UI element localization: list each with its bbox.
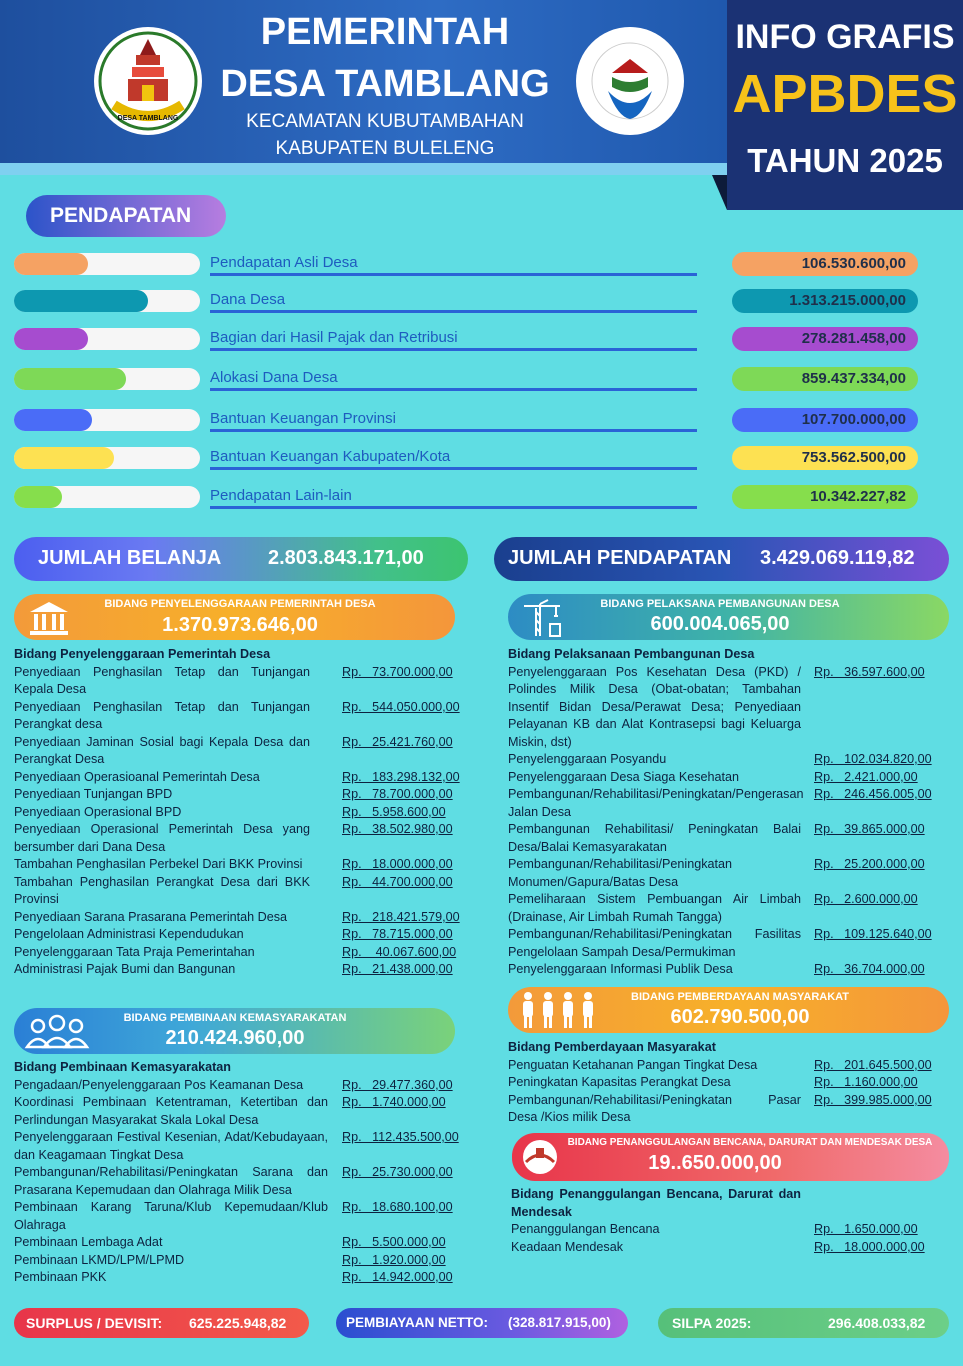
expense-row — [508, 664, 953, 752]
pendapatan-label: Dana Desa — [210, 291, 697, 313]
expense-description: Pembangunan/Rehabilitasi/Peningkatan Monumen/Gapura/Batas Desa — [508, 857, 733, 889]
bidang2-value: 600.004.065,00 — [650, 613, 790, 635]
expense-row — [508, 961, 953, 979]
expense-description: Pembinaan PKK — [14, 1270, 107, 1284]
expense-description: Pembangunan/Rehabilitasi/Peningkatan Sarana dan Prasarana Kepemudaan dan Olahraga Milik Desa — [14, 1165, 328, 1197]
expense-amount: Rp. 78.700.000,00 — [342, 787, 453, 801]
bidang5-list — [511, 1186, 951, 1256]
pendapatan-bar-fill — [14, 328, 88, 350]
expense-description: Penyelenggaraan Pos Kesehatan Desa (PKD) / Polindes Milik Desa (Obat-obatan; Tambahan Insentif Bidan Desa/Perawat Desa; Penyediaan Pelayanan KB dan Alat Kontrasepsi bagi Keluarga Miskin, dst) — [508, 664, 801, 749]
pendapatan-bar-fill — [14, 253, 88, 275]
expense-description: Penyediaan Jaminan Sosial bagi Kepala Desa dan Perangkat Desa — [14, 734, 310, 766]
expense-row — [14, 909, 474, 927]
expense-description: Pembinaan Lembaga Adat — [14, 1235, 163, 1249]
expense-amount: Rp. 2.421.000,00 — [814, 769, 918, 784]
desa-emblem — [92, 25, 204, 137]
expense-row — [14, 1077, 474, 1095]
expense-row — [14, 786, 474, 804]
expense-row — [508, 891, 953, 926]
bidang4-value: 602.790.500,00 — [670, 1006, 810, 1028]
pendapatan-title: PENDAPATAN — [26, 195, 226, 237]
expense-amount: Rp. 25.730.000,00 — [342, 1165, 453, 1179]
pendapatan-label: Alokasi Dana Desa — [210, 369, 697, 391]
expense-description: Pembinaan Karang Taruna/Klub Kepemudaan/Klub Olahraga — [14, 1200, 328, 1232]
bidang3-heading: Bidang Pembinaan Kemasyarakatan — [14, 1060, 231, 1074]
expense-description: Pembinaan LKMD/LPM/LPMD — [14, 1252, 185, 1267]
expense-amount: Rp. 5.500.000,00 — [342, 1235, 446, 1249]
bidang2-title: BIDANG PELAKSANA PEMBANGUNAN DESA — [600, 598, 840, 610]
expense-row — [14, 926, 474, 944]
expense-amount: Rp. 25.200.000,00 — [814, 857, 925, 871]
bidang1-value: 1.370.973.646,00 — [162, 614, 318, 636]
pendapatan-bar — [14, 368, 200, 390]
pendapatan-bar — [14, 328, 200, 350]
expense-row — [14, 769, 474, 787]
expense-row — [508, 1074, 953, 1092]
expense-amount: Rp. 183.298.132,00 — [342, 769, 460, 784]
expense-amount: Rp. 1.650.000,00 — [814, 1222, 918, 1236]
info-apbdes: APBDES — [732, 64, 958, 124]
bidang2-heading: Bidang Pelaksanaan Pembangunan Desa — [508, 647, 755, 661]
pendapatan-bar-fill — [14, 368, 126, 390]
bidang4-title: BIDANG PEMBERDAYAAN MASYARAKAT — [631, 991, 849, 1003]
expense-description: Koordinasi Pembinaan Ketentraman, Ketertiban dan Perlindungan Masyarakat Skala Lokal Desa — [14, 1095, 328, 1127]
pendapatan-bar — [14, 486, 200, 508]
expense-row — [508, 856, 953, 891]
pendapatan-value: 107.700.000,00 — [732, 408, 918, 432]
expense-amount: Rp. 1.160.000,00 — [814, 1075, 918, 1089]
expense-amount: Rp. 5.958.600,00 — [342, 804, 446, 819]
pendapatan-value: 278.281.458,00 — [732, 327, 918, 351]
info-year: TAHUN 2025 — [747, 142, 943, 179]
expense-description: Penyediaan Operasional Pemerintah Desa yang bersumber dari Dana Desa — [14, 822, 310, 854]
bidang5-heading: Bidang Penanggulangan Bencana, Darurat dan Mendesak — [511, 1187, 801, 1219]
disaster-shield-icon — [518, 1138, 562, 1176]
pendapatan-bar — [14, 290, 200, 312]
pendapatan-bar — [14, 253, 200, 275]
bidang3-list — [14, 1059, 474, 1287]
expense-amount: Rp. 18.680.100,00 — [342, 1200, 453, 1214]
expense-description: Penguatan Ketahanan Pangan Tingkat Desa — [508, 1057, 758, 1072]
pendapatan-bar — [14, 447, 200, 469]
pendapatan-value: 753.562.500,00 — [732, 446, 918, 470]
expense-amount: Rp. 44.700.000,00 — [342, 874, 453, 889]
expense-description: Tambahan Penghasilan Perbekel Dari BKK Provinsi — [14, 857, 303, 871]
expense-row — [14, 699, 474, 734]
pendapatan-value: 10.342.227,82 — [732, 485, 918, 509]
expense-row — [14, 1164, 474, 1199]
expense-row — [508, 821, 953, 856]
expense-row — [508, 1092, 953, 1127]
header-corner — [712, 175, 727, 210]
expense-row — [511, 1221, 951, 1239]
pendapatan-label: Bantuan Keuangan Kabupaten/Kota — [210, 448, 697, 470]
expense-amount: Rp. 21.438.000,00 — [342, 962, 453, 976]
expense-amount: Rp. 102.034.820,00 — [814, 752, 932, 766]
expense-row — [508, 751, 953, 769]
expense-amount: Rp. 36.704.000,00 — [814, 962, 925, 976]
expense-amount: Rp. 112.435.500,00 — [342, 1130, 459, 1144]
expense-row — [511, 1239, 951, 1257]
expense-amount: Rp. 1.920.000,00 — [342, 1252, 446, 1267]
expense-amount: Rp. 399.985.000,00 — [814, 1092, 932, 1107]
bidang3-title: BIDANG PEMBINAAN KEMASYARAKATAN — [123, 1012, 347, 1024]
expense-row — [14, 1129, 474, 1164]
expense-row — [14, 856, 474, 874]
expense-amount: Rp. 218.421.579,00 — [342, 909, 460, 924]
pendapatan-bar-fill — [14, 290, 148, 312]
surplus-label: SURPLUS / DEVISIT: — [26, 1315, 163, 1331]
jumlah-pendapatan-label: JUMLAH PENDAPATAN — [508, 547, 732, 569]
expense-amount: Rp. 36.597.600,00 — [814, 664, 925, 679]
netto-label: PEMBIAYAAN NETTO: — [346, 1315, 489, 1330]
expense-amount: Rp. 73.700.000,00 — [342, 664, 453, 679]
header-title-1: PEMERINTAH — [260, 11, 510, 53]
ministry-logo — [574, 25, 686, 137]
government-building-icon — [28, 600, 70, 636]
pendapatan-bar-fill — [14, 486, 62, 508]
expense-row — [14, 1094, 474, 1129]
expense-description: Pembangunan/Rehabilitasi/Peningkatan/Pengerasan Jalan Desa — [508, 787, 804, 819]
expense-row — [14, 1234, 474, 1252]
expense-row — [14, 1252, 474, 1270]
expense-description: Penyediaan Sarana Prasarana Pemerintah Desa — [14, 909, 288, 924]
surplus-value: 625.225.948,82 — [189, 1315, 287, 1331]
expense-description: Penyelenggaraan Posyandu — [508, 752, 667, 766]
bidang2-list — [508, 646, 953, 979]
expense-row — [14, 804, 474, 822]
expense-amount: Rp. 109.125.640,00 — [814, 927, 932, 941]
expense-row — [508, 926, 953, 961]
expense-amount: Rp. 40.067.600,00 — [342, 944, 457, 959]
pendapatan-bar — [14, 409, 200, 431]
expense-amount: Rp. 544.050.000,00 — [342, 699, 460, 714]
jumlah-belanja-label: JUMLAH BELANJA — [38, 547, 222, 569]
expense-amount: Rp. 201.645.500,00 — [814, 1057, 932, 1072]
expense-description: Pembangunan/Rehabilitasi/Peningkatan Fasilitas Pengelolaan Sampah Desa/Permukiman — [508, 927, 801, 959]
pendapatan-value: 859.437.334,00 — [732, 367, 918, 391]
expense-amount: Rp. 246.456.005,00 — [814, 787, 932, 801]
expense-description: Penyediaan Penghasilan Tetap dan Tunjangan Kepala Desa — [14, 664, 310, 696]
ministry-logo-text — [574, 25, 686, 26]
expense-amount: Rp. 29.477.360,00 — [342, 1077, 453, 1092]
silpa-label: SILPA 2025: — [672, 1315, 752, 1331]
expense-description: Penyediaan Penghasilan Tetap dan Tunjangan Perangkat desa — [14, 699, 310, 731]
expense-row — [14, 734, 474, 769]
pendapatan-bar-fill — [14, 409, 92, 431]
silpa-value: 296.408.033,82 — [828, 1315, 926, 1331]
bidang5-title: BIDANG PENANGGULANGAN BENCANA, DARURAT DAN MENDESAK DESA — [567, 1137, 933, 1148]
expense-amount: Rp. 14.942.000,00 — [342, 1270, 453, 1284]
bidang1-title: BIDANG PENYELENGGARAAN PEMERINTAH DESA — [104, 598, 376, 610]
surplus-pill — [14, 1308, 309, 1338]
expense-description: Penyelenggaraan Informasi Publik Desa — [508, 962, 733, 976]
pendapatan-value: 1.313.215.000,00 — [732, 289, 918, 313]
silpa-pill — [658, 1308, 949, 1338]
expense-amount: Rp. 78.715.000,00 — [342, 927, 453, 941]
expense-row — [508, 1057, 953, 1075]
emblem-text: DESA TAMBLANG — [117, 115, 179, 122]
expense-row — [14, 874, 474, 909]
people-group-icon — [516, 990, 600, 1030]
expense-row — [14, 944, 474, 962]
header-title-2: DESA TAMBLANG — [220, 63, 550, 105]
expense-row — [14, 961, 474, 979]
expense-amount: Rp. 18.000.000,00 — [342, 857, 453, 871]
header-kabupaten: KABUPATEN BULELENG — [275, 138, 495, 159]
header-kecamatan: KECAMATAN KUBUTAMBAHAN — [246, 111, 524, 132]
expense-description: Pembangunan Rehabilitasi/ Peningkatan Balai Desa/Balai Kemasyarakatan — [508, 822, 801, 854]
expense-row — [14, 1269, 474, 1287]
bidang1-heading: Bidang Penyelenggaraan Pemerintah Desa — [14, 647, 271, 661]
expense-amount: Rp. 18.000.000,00 — [814, 1239, 925, 1254]
community-people-icon — [24, 1014, 90, 1050]
pendapatan-label: Pendapatan Lain-lain — [210, 487, 697, 509]
expense-amount: Rp. 1.740.000,00 — [342, 1095, 446, 1109]
construction-crane-icon — [520, 598, 564, 638]
expense-amount: Rp. 39.865.000,00 — [814, 822, 925, 836]
expense-description: Peningkatan Kapasitas Perangkat Desa — [508, 1075, 731, 1089]
expense-description: Penyediaan Operasioanal Pemerintah Desa — [14, 769, 260, 784]
expense-description: Penyelenggaraan Desa Siaga Kesehatan — [508, 769, 740, 784]
expense-description: Administrasi Pajak Bumi dan Bangunan — [14, 962, 236, 976]
expense-description: Penyelenggaraan Tata Praja Pemerintahan — [14, 944, 255, 959]
expense-description: Pemeliharaan Sistem Pembuangan Air Limbah (Drainase, Air Limbah Rumah Tangga) — [508, 892, 801, 924]
expense-description: Pengelolaan Administrasi Kependudukan — [14, 927, 244, 941]
expense-description: Penyelenggaraan Festival Kesenian, Adat/Kebudayaan, dan Keagamaan Tingkat Desa — [14, 1130, 328, 1162]
header-stripe — [0, 163, 727, 175]
expense-description: Penyediaan Operasional BPD — [14, 804, 182, 819]
expense-description: Pengadaan/Penyelenggaraan Pos Keamanan Desa — [14, 1077, 304, 1092]
expense-amount: Rp. 2.600.000,00 — [814, 892, 918, 906]
bidang4-heading: Bidang Pemberdayaan Masyarakat — [508, 1040, 716, 1054]
expense-description: Penyediaan Tunjangan BPD — [14, 787, 173, 801]
pendapatan-value: 106.530.600,00 — [732, 252, 918, 276]
bidang4-list — [508, 1039, 953, 1127]
pendapatan-label: Bagian dari Hasil Pajak dan Retribusi — [210, 329, 697, 351]
info-title: INFO GRAFIS — [735, 18, 955, 56]
expense-row — [508, 769, 953, 787]
jumlah-belanja-value: 2.803.843.171,00 — [268, 547, 424, 569]
expense-description: Penanggulangan Bencana — [511, 1222, 660, 1236]
expense-row — [14, 1199, 474, 1234]
pendapatan-label: Bantuan Keuangan Provinsi — [210, 410, 697, 432]
expense-row — [508, 786, 953, 821]
expense-description: Tambahan Penghasilan Perangkat Desa dari BKK Provinsi — [14, 874, 310, 906]
pendapatan-label: Pendapatan Asli Desa — [210, 254, 697, 276]
expense-description: Pembangunan/Rehabilitasi/Peningkatan Pasar Desa /Kios milik Desa — [508, 1092, 801, 1124]
jumlah-pendapatan-value: 3.429.069.119,82 — [760, 547, 915, 569]
netto-pill — [336, 1308, 628, 1338]
expense-row — [14, 664, 474, 699]
expense-amount: Rp. 25.421.760,00 — [342, 734, 453, 749]
bidang1-list — [14, 646, 474, 979]
bidang3-value: 210.424.960,00 — [165, 1027, 305, 1049]
expense-amount: Rp. 38.502.980,00 — [342, 822, 453, 836]
bidang5-value: 19..650.000,00 — [648, 1152, 782, 1174]
pendapatan-bar-fill — [14, 447, 114, 469]
expense-description: Keadaan Mendesak — [511, 1239, 624, 1254]
netto-value: (328.817.915,00) — [508, 1315, 611, 1330]
expense-row — [14, 821, 474, 856]
